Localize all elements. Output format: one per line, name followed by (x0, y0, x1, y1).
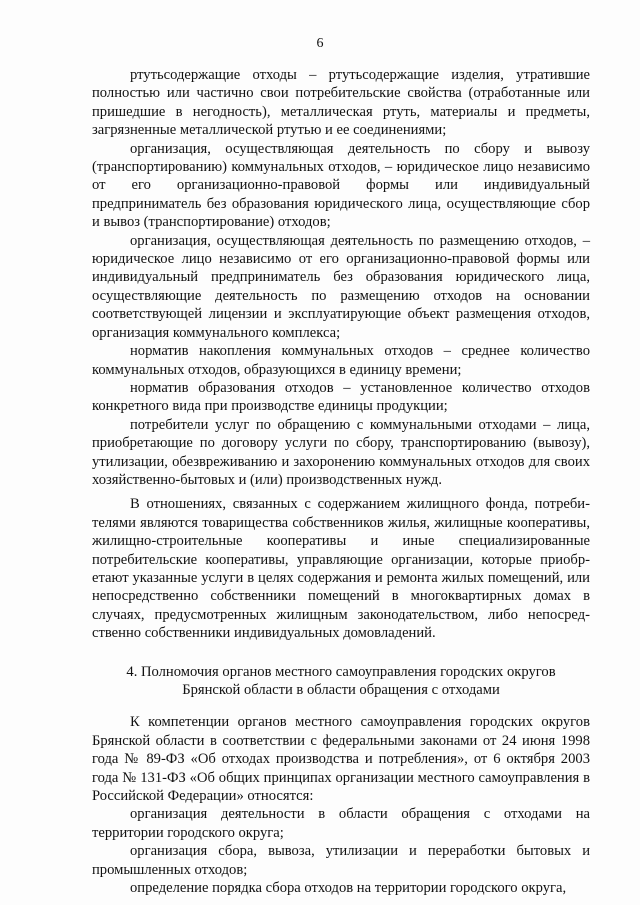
paragraph-accumulation-norm: норматив накопления коммунальных отходов – среднее количество коммунальных отходов, образующихся в единицу времени; (92, 343, 590, 378)
section-heading-line-1: 4. Полномочия органов местного самоуправления городских округов (126, 663, 556, 680)
paragraph-housing-relations: В отношениях, связанных с содержанием жилищного фонда, потребителями являются товарищества собственников жилья, жилищные кооперативы, жилищно-строительные кооперативы и иные специализированные потребительские кооперативы, управляющие организации, которые приобретают указанные услуги в целях содержания и ремонта жилых помещений, или непосредственно собственники помещений в многоквартирных домах в случаях, предусмотренных жилищным законодательством, либо непосредственно собственники индивидуальных домовладений. (92, 496, 590, 642)
section-heading-line-2: Брянской области в области обращения с отходами (182, 682, 500, 698)
paragraph-service-consumers: потребители услуг по обращению с коммунальными отходами – лица, приобретающие по договору услуги по сбору, транспортированию (вывозу), утилизации, обезвреживанию и захоронению коммунальных отходов для своих хозяйственно-бытовых и (или) производственных нужд. (92, 416, 590, 488)
paragraph-mercury-waste: ртутьсодержащие отходы – ртутьсодержащие изделия, утратившие полностью или частично свои потребительские свойства (отработанные или пришедшие в негодность), металлическая ртуть, материалы и предметы, загрязненные металлической ртутью и ее соединениями; (92, 67, 590, 139)
paragraph-activity-organization: организация деятельности в области обращения с отходами на территории городского округа; (92, 806, 590, 841)
paragraph-collection-processing: организация сбора, вывоза, утилизации и переработки бытовых и промышленных отходов; (92, 843, 590, 878)
page-number: 6 (316, 36, 324, 51)
paragraph-collection-organization: организация, осуществляющая деятельность по сбору и вывозу (транспортированию) коммунальных отходов, – юридическое лицо независимо от его организационно-правовой формы или индивидуальный предприниматель без образования юридического лица, осуществляющие сбор и вывоз (транспортирование) отходов; (92, 140, 590, 231)
section-heading (92, 663, 590, 700)
paragraph-formation-norm: норматив образования отходов – установленное количество отходов конкретного вида при производстве единицы продукции; (92, 379, 590, 415)
document-body (92, 66, 590, 897)
paragraph-collection-procedure: определение порядка сбора отходов на территории городского округа, (130, 880, 567, 897)
paragraph-disposal-organization: организация, осуществляющая деятельность по размещению отходов, – юридическое лицо независимо от его организационно-правовой формы или индивидуальный предприниматель без образования юридического лица, осуществляющие деятельность по размещению отходов на основании соответствующей лицензии и эксплуатирующие объект размещения отходов, организация коммунального комплекса; (92, 232, 590, 341)
paragraph-competence: К компетенции органов местного самоуправления городских округов Брянской области в соответствии с федеральными законами от 24 июня 1998 года № 89-ФЗ «Об отходах производства и потребления», от 6 октября 2003 года № 131-ФЗ «Об общих принципах организации местного самоуправления в Российской Федерации» относятся: (92, 714, 590, 805)
